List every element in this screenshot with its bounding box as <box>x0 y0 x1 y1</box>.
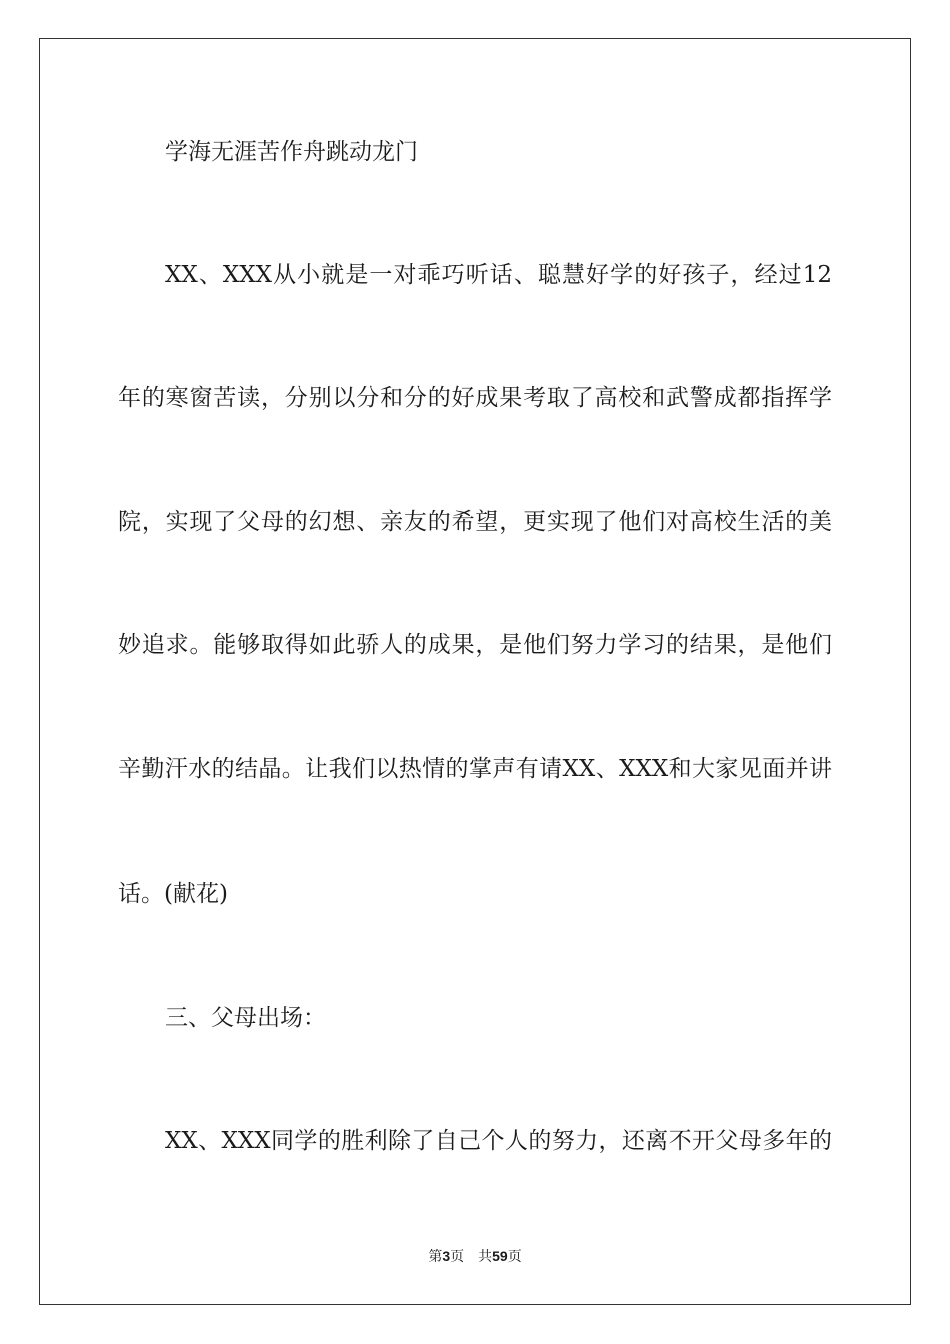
paragraph-line: 年的寒窗苦读，分别以分和分的好成果考取了高校和武警成都指挥学 <box>118 385 832 411</box>
paragraph-line: 妙追求。能够取得如此骄人的成果，是他们努力学习的结果，是他们 <box>118 632 832 658</box>
total-page-count: 59 <box>492 1248 508 1264</box>
paragraph-line: XX、XXX从小就是一对乖巧听话、聪慧好学的好孩子，经过12 <box>165 262 832 288</box>
page-footer <box>0 1246 950 1267</box>
page-prefix: 第 <box>428 1249 443 1265</box>
paragraph-line: 话。(献花) <box>118 881 228 907</box>
section-heading: 学海无涯苦作舟跳动龙门 <box>165 139 418 165</box>
page-suffix: 页 <box>450 1249 465 1265</box>
section-heading: 三、父母出场： <box>165 1005 326 1031</box>
total-prefix: 共 <box>478 1249 493 1265</box>
paragraph-line: 辛勤汗水的结晶。让我们以热情的掌声有请XX、XXX和大家见面并讲 <box>118 756 832 782</box>
total-suffix: 页 <box>507 1249 522 1265</box>
paragraph-line: 院，实现了父母的幻想、亲友的希望，更实现了他们对高校生活的美 <box>118 509 832 535</box>
current-page-number: 3 <box>442 1248 451 1264</box>
page-border <box>39 38 911 1305</box>
paragraph-line: XX、XXX同学的胜利除了自己个人的努力，还离不开父母多年的 <box>165 1128 832 1154</box>
